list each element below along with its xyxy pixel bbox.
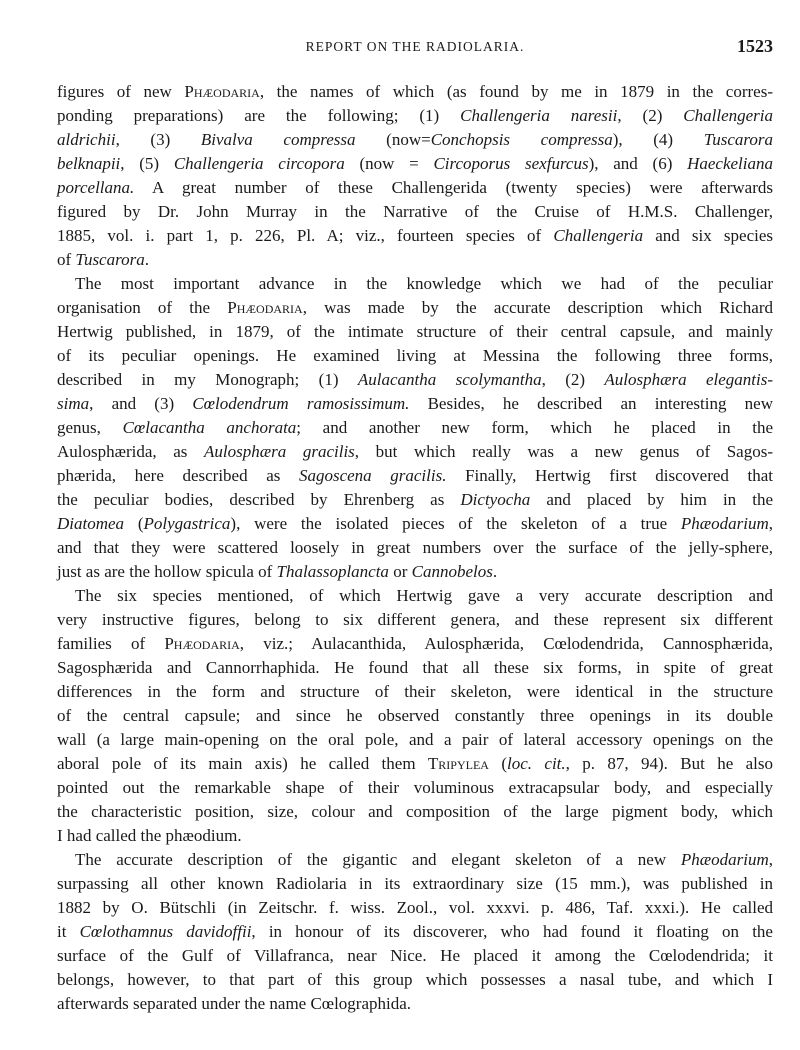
italic-text: Aulosphæra elegantis- [604, 370, 774, 389]
text-run: A great number of these Challengerida (twenty species) were afterwards [134, 178, 773, 197]
text-run: figured by Dr. John Murray in the Narrative of the Cruise of H.M.S. Challenger, [57, 202, 773, 221]
text-run: Finally, Hertwig first discovered that [446, 466, 773, 485]
text-run: and that they were scattered loosely in great numbers over the surface of the jelly-sphere, [57, 538, 773, 557]
text-run: just as are the hollow spicula of [57, 562, 277, 581]
italic-text: aldrichii [57, 130, 116, 149]
text-line [57, 464, 773, 488]
text-run: . [492, 562, 498, 581]
text-run: Besides, he described an interesting new [409, 394, 773, 413]
italic-text: Challengeria [683, 106, 773, 125]
text-run: afterwards separated under the name Cœlographida. [57, 994, 412, 1013]
italic-text: Cannobelos [411, 562, 493, 581]
text-line [57, 392, 773, 416]
italic-text: Tuscarora [703, 130, 773, 149]
text-run: (now= [355, 130, 431, 149]
body-text [57, 80, 773, 1016]
text-line [57, 728, 773, 752]
italic-text: Circoporus sexfurcus [433, 154, 589, 173]
text-run: of its peculiar openings. He examined living at Messina the following three forms, [57, 346, 773, 365]
text-run: The most important advance in the knowledge which we had of the peculiar [75, 274, 773, 293]
text-run: , in honour of its discoverer, who had found it floating on the [251, 922, 773, 941]
text-line [57, 368, 773, 392]
text-run: genus, [57, 418, 123, 437]
text-run: of the central capsule; and since he observed constantly three openings in its double [57, 706, 773, 725]
text-run: belongs, however, to that part of this group which possesses a nasal tube, and which I [57, 970, 773, 989]
text-line [57, 152, 773, 176]
text-line [57, 296, 773, 320]
text-line [57, 608, 773, 632]
text-run: , viz.; Aulacanthida, Aulosphærida, Cœlodendrida, Cannosphærida, [239, 634, 774, 653]
page-header [57, 36, 773, 58]
text-run: of [57, 250, 76, 269]
text-line [57, 656, 773, 680]
text-run: and placed by him in the [530, 490, 774, 509]
text-run: the characteristic position, size, colour and composition of the large pigment body, which [57, 802, 773, 821]
italic-text: Tuscarora [75, 250, 145, 269]
text-run: The accurate description of the gigantic and elegant skeleton of a new [75, 850, 681, 869]
text-run: , [768, 514, 774, 533]
text-run: described in my Monograph; (1) [57, 370, 358, 389]
text-line [57, 344, 773, 368]
text-run: (now = [344, 154, 434, 173]
text-line [57, 992, 773, 1016]
paragraph [57, 584, 773, 848]
text-run: The six species mentioned, of which Hertwig gave a very accurate description and [75, 586, 773, 605]
text-run: Hertwig published, in 1879, of the intimate structure of their central capsule, and mainly [57, 322, 773, 341]
text-run: , and (3) [89, 394, 193, 413]
text-run: , (2) [617, 106, 684, 125]
italic-text: Cœlothamnus davidoffii [79, 922, 252, 941]
text-line [57, 752, 773, 776]
text-line [57, 704, 773, 728]
text-line [57, 320, 773, 344]
paragraph [57, 272, 773, 584]
text-run: Aulosphærida, as [57, 442, 205, 461]
italic-text: Phæodarium [680, 850, 769, 869]
text-line [57, 824, 773, 848]
italic-text: porcellana. [57, 178, 135, 197]
text-line [57, 920, 773, 944]
text-line [57, 512, 773, 536]
italic-text: Challengeria naresii [460, 106, 618, 125]
paragraph [57, 848, 773, 1016]
small-caps-text: Phæodaria [227, 298, 303, 317]
text-line [57, 680, 773, 704]
text-line [57, 968, 773, 992]
text-line [57, 200, 773, 224]
text-run: . [144, 250, 149, 269]
text-run: , the names of which (as found by me in 1879 in the corres- [259, 82, 773, 101]
text-line [57, 896, 773, 920]
text-run: ), were the isolated pieces of the skeleton of a true [230, 514, 681, 533]
italic-text: Sagoscena gracilis. [298, 466, 447, 485]
text-run: families of [57, 634, 165, 653]
italic-text: Diatomea [57, 514, 125, 533]
paragraph [57, 80, 773, 272]
italic-text: sima [57, 394, 90, 413]
italic-text: Cœlodendrum ramosissimum. [192, 394, 410, 413]
text-run: ponding preparations) are the following; (1) [57, 106, 461, 125]
italic-text: Thalassoplancta [276, 562, 389, 581]
text-line [57, 272, 773, 296]
text-line [57, 224, 773, 248]
text-line [57, 416, 773, 440]
text-line [57, 944, 773, 968]
text-line [57, 800, 773, 824]
italic-text: Cœlacantha anchorata [122, 418, 297, 437]
text-run: , [768, 850, 773, 869]
text-line [57, 584, 773, 608]
italic-text: Aulosphæra gracilis [204, 442, 355, 461]
text-run: ), (4) [612, 130, 704, 149]
text-line [57, 848, 773, 872]
text-run: phærida, here described as [57, 466, 299, 485]
text-run: 1882 by O. Bütschli (in Zeitschr. f. wiss. Zool., vol. xxxvi. p. 486, Taf. xxxi.). He called [57, 898, 773, 917]
text-run: aboral pole of its main axis) he called them [57, 754, 428, 773]
italic-text: Challengeria [553, 226, 644, 245]
text-run: ), and (6) [588, 154, 688, 173]
small-caps-text: Phæodaria [184, 82, 260, 101]
italic-text: Haeckeliana [687, 154, 773, 173]
italic-text: Bivalva compressa [200, 130, 356, 149]
italic-text: belknapii [57, 154, 121, 173]
text-line [57, 536, 773, 560]
text-run: and six species [643, 226, 773, 245]
text-line [57, 248, 773, 272]
italic-text: Dictyocha [460, 490, 531, 509]
text-line [57, 80, 773, 104]
text-line [57, 128, 773, 152]
text-run: wall (a large main-opening on the oral pole, and a pair of lateral accessory openings on the [57, 730, 773, 749]
text-run: it [57, 922, 80, 941]
text-run: the peculiar bodies, described by Ehrenberg as [57, 490, 461, 509]
text-run: I had called the phæodium. [57, 826, 242, 845]
italic-text: Phæodarium [680, 514, 769, 533]
italic-text: loc. cit. [507, 754, 566, 773]
text-run: very instructive figures, belong to six different genera, and these represent six different [57, 610, 773, 629]
text-line [57, 632, 773, 656]
small-caps-text: Phæodaria [164, 634, 240, 653]
italic-text: Polygastrica [143, 514, 231, 533]
text-line [57, 440, 773, 464]
text-run: surface of the Gulf of Villafranca, near Nice. He placed it among the Cœlodendrida; it [57, 946, 773, 965]
text-run: ( [488, 754, 508, 773]
text-line [57, 176, 773, 200]
text-run: , (5) [120, 154, 174, 173]
running-title: REPORT ON THE RADIOLARIA. [305, 39, 525, 54]
text-run: , was made by the accurate description which Richard [302, 298, 773, 317]
text-run: figures of new [57, 82, 185, 101]
text-run: , (3) [115, 130, 201, 149]
text-run: Sagosphærida and Cannorrhaphida. He found that all these six forms, in spite of great [57, 658, 773, 677]
text-line [57, 488, 773, 512]
text-run: pointed out the remarkable shape of their voluminous extracapsular body, and especially [57, 778, 773, 797]
text-run: 1885, vol. i. part 1, p. 226, Pl. A; viz., fourteen species of [57, 226, 554, 245]
text-line [57, 104, 773, 128]
page-number: 1523 [737, 36, 773, 56]
text-run: , p. 87, 94). But he also [565, 754, 774, 773]
text-run: or [388, 562, 412, 581]
text-line [57, 560, 773, 584]
text-run: organisation of the [57, 298, 228, 317]
text-line [57, 776, 773, 800]
italic-text: Challengeria circopora [173, 154, 345, 173]
text-run: differences in the form and structure of their skeleton, were identical in the structure [57, 682, 773, 701]
text-line [57, 872, 773, 896]
small-caps-text: Tripylea [427, 754, 489, 773]
text-run: ( [124, 514, 144, 533]
text-run: , but which really was a new genus of Sagos- [354, 442, 774, 461]
text-run: , (2) [541, 370, 605, 389]
text-run: surpassing all other known Radiolaria in its extraordinary size (15 mm.), was published in [57, 874, 773, 893]
text-run: ; and another new form, which he placed in the [296, 418, 773, 437]
italic-text: Aulacantha scolymantha [357, 370, 542, 389]
italic-text: Conchopsis compressa [430, 130, 613, 149]
